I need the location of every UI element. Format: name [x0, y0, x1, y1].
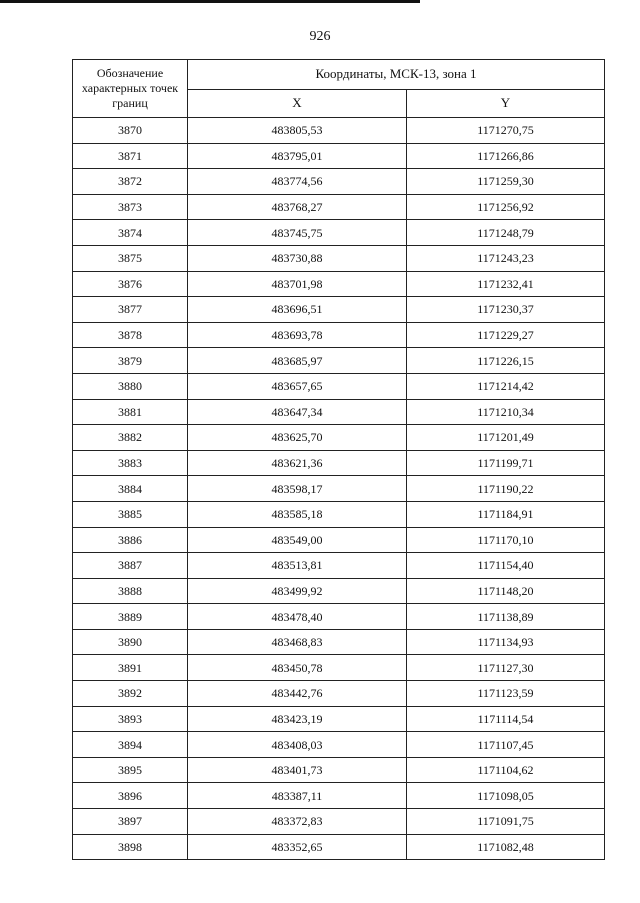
- table-row: [73, 373, 605, 399]
- y-coordinate-cell: 1171259,30: [407, 169, 605, 195]
- coordinates-table: [72, 59, 605, 860]
- point-number-cell: 3889: [73, 604, 188, 630]
- point-number-cell: 3894: [73, 732, 188, 758]
- y-coordinate-cell: 1171229,27: [407, 322, 605, 348]
- y-coordinate-cell: 1171134,93: [407, 629, 605, 655]
- x-coordinate-cell: 483468,83: [188, 629, 407, 655]
- y-coordinate-cell: 1171270,75: [407, 118, 605, 144]
- table-row: [73, 399, 605, 425]
- point-number-cell: 3876: [73, 271, 188, 297]
- header-y: Y: [407, 89, 605, 117]
- y-coordinate-cell: 1171127,30: [407, 655, 605, 681]
- table-row: [73, 757, 605, 783]
- point-number-cell: 3885: [73, 501, 188, 527]
- point-number-cell: 3879: [73, 348, 188, 374]
- y-coordinate-cell: 1171170,10: [407, 527, 605, 553]
- y-coordinate-cell: 1171248,79: [407, 220, 605, 246]
- point-number-cell: 3870: [73, 118, 188, 144]
- table-row: [73, 297, 605, 323]
- table-row: [73, 118, 605, 144]
- table-row: [73, 271, 605, 297]
- y-coordinate-cell: 1171199,71: [407, 450, 605, 476]
- y-coordinate-cell: 1171230,37: [407, 297, 605, 323]
- table-row: [73, 809, 605, 835]
- table-row: [73, 527, 605, 553]
- point-number-cell: 3888: [73, 578, 188, 604]
- header-coordinates-group: Координаты, МСК-13, зона 1: [188, 60, 605, 90]
- table-row: [73, 348, 605, 374]
- table-row: [73, 169, 605, 195]
- point-number-cell: 3884: [73, 476, 188, 502]
- x-coordinate-cell: 483768,27: [188, 194, 407, 220]
- y-coordinate-cell: 1171214,42: [407, 373, 605, 399]
- y-coordinate-cell: 1171243,23: [407, 245, 605, 271]
- x-coordinate-cell: 483499,92: [188, 578, 407, 604]
- y-coordinate-cell: 1171210,34: [407, 399, 605, 425]
- point-number-cell: 3880: [73, 373, 188, 399]
- x-coordinate-cell: 483701,98: [188, 271, 407, 297]
- table-row: [73, 476, 605, 502]
- table-row: [73, 450, 605, 476]
- x-coordinate-cell: 483730,88: [188, 245, 407, 271]
- header-designation: Обозначение характерных точек границ: [73, 60, 188, 118]
- x-coordinate-cell: 483372,83: [188, 809, 407, 835]
- y-coordinate-cell: 1171190,22: [407, 476, 605, 502]
- x-coordinate-cell: 483657,65: [188, 373, 407, 399]
- point-number-cell: 3886: [73, 527, 188, 553]
- x-coordinate-cell: 483401,73: [188, 757, 407, 783]
- point-number-cell: 3890: [73, 629, 188, 655]
- point-number-cell: 3872: [73, 169, 188, 195]
- x-coordinate-cell: 483450,78: [188, 655, 407, 681]
- y-coordinate-cell: 1171123,59: [407, 681, 605, 707]
- x-coordinate-cell: 483647,34: [188, 399, 407, 425]
- table-body: [73, 118, 605, 860]
- x-coordinate-cell: 483408,03: [188, 732, 407, 758]
- y-coordinate-cell: 1171154,40: [407, 553, 605, 579]
- x-coordinate-cell: 483696,51: [188, 297, 407, 323]
- point-number-cell: 3896: [73, 783, 188, 809]
- table-row: [73, 629, 605, 655]
- table-row: [73, 706, 605, 732]
- point-number-cell: 3881: [73, 399, 188, 425]
- point-number-cell: 3871: [73, 143, 188, 169]
- y-coordinate-cell: 1171098,05: [407, 783, 605, 809]
- point-number-cell: 3891: [73, 655, 188, 681]
- y-coordinate-cell: 1171107,45: [407, 732, 605, 758]
- table-row: [73, 732, 605, 758]
- top-rule: [0, 0, 420, 3]
- y-coordinate-cell: 1171114,54: [407, 706, 605, 732]
- table-row: [73, 783, 605, 809]
- point-number-cell: 3878: [73, 322, 188, 348]
- point-number-cell: 3875: [73, 245, 188, 271]
- y-coordinate-cell: 1171138,89: [407, 604, 605, 630]
- y-coordinate-cell: 1171091,75: [407, 809, 605, 835]
- y-coordinate-cell: 1171201,49: [407, 425, 605, 451]
- x-coordinate-cell: 483423,19: [188, 706, 407, 732]
- x-coordinate-cell: 483745,75: [188, 220, 407, 246]
- x-coordinate-cell: 483685,97: [188, 348, 407, 374]
- x-coordinate-cell: 483513,81: [188, 553, 407, 579]
- table-row: [73, 245, 605, 271]
- point-number-cell: 3873: [73, 194, 188, 220]
- table-row: [73, 834, 605, 860]
- y-coordinate-cell: 1171184,91: [407, 501, 605, 527]
- table-row: [73, 322, 605, 348]
- x-coordinate-cell: 483549,00: [188, 527, 407, 553]
- x-coordinate-cell: 483387,11: [188, 783, 407, 809]
- table-row: [73, 501, 605, 527]
- point-number-cell: 3895: [73, 757, 188, 783]
- y-coordinate-cell: 1171226,15: [407, 348, 605, 374]
- table-row: [73, 143, 605, 169]
- table-row: [73, 655, 605, 681]
- y-coordinate-cell: 1171104,62: [407, 757, 605, 783]
- x-coordinate-cell: 483442,76: [188, 681, 407, 707]
- table-row: [73, 220, 605, 246]
- x-coordinate-cell: 483598,17: [188, 476, 407, 502]
- point-number-cell: 3883: [73, 450, 188, 476]
- x-coordinate-cell: 483805,53: [188, 118, 407, 144]
- page-number: 926: [309, 29, 331, 44]
- point-number-cell: 3898: [73, 834, 188, 860]
- y-coordinate-cell: 1171232,41: [407, 271, 605, 297]
- point-number-cell: 3893: [73, 706, 188, 732]
- point-number-cell: 3874: [73, 220, 188, 246]
- table-row: [73, 553, 605, 579]
- x-coordinate-cell: 483621,36: [188, 450, 407, 476]
- point-number-cell: 3887: [73, 553, 188, 579]
- table-row: [73, 425, 605, 451]
- point-number-cell: 3892: [73, 681, 188, 707]
- x-coordinate-cell: 483352,65: [188, 834, 407, 860]
- table-header: [73, 60, 605, 118]
- table-row: [73, 578, 605, 604]
- point-number-cell: 3882: [73, 425, 188, 451]
- y-coordinate-cell: 1171082,48: [407, 834, 605, 860]
- point-number-cell: 3877: [73, 297, 188, 323]
- x-coordinate-cell: 483625,70: [188, 425, 407, 451]
- x-coordinate-cell: 483795,01: [188, 143, 407, 169]
- y-coordinate-cell: 1171148,20: [407, 578, 605, 604]
- header-x: X: [188, 89, 407, 117]
- point-number-cell: 3897: [73, 809, 188, 835]
- x-coordinate-cell: 483774,56: [188, 169, 407, 195]
- table-row: [73, 194, 605, 220]
- x-coordinate-cell: 483693,78: [188, 322, 407, 348]
- x-coordinate-cell: 483585,18: [188, 501, 407, 527]
- y-coordinate-cell: 1171266,86: [407, 143, 605, 169]
- table-row: [73, 681, 605, 707]
- x-coordinate-cell: 483478,40: [188, 604, 407, 630]
- table-row: [73, 604, 605, 630]
- y-coordinate-cell: 1171256,92: [407, 194, 605, 220]
